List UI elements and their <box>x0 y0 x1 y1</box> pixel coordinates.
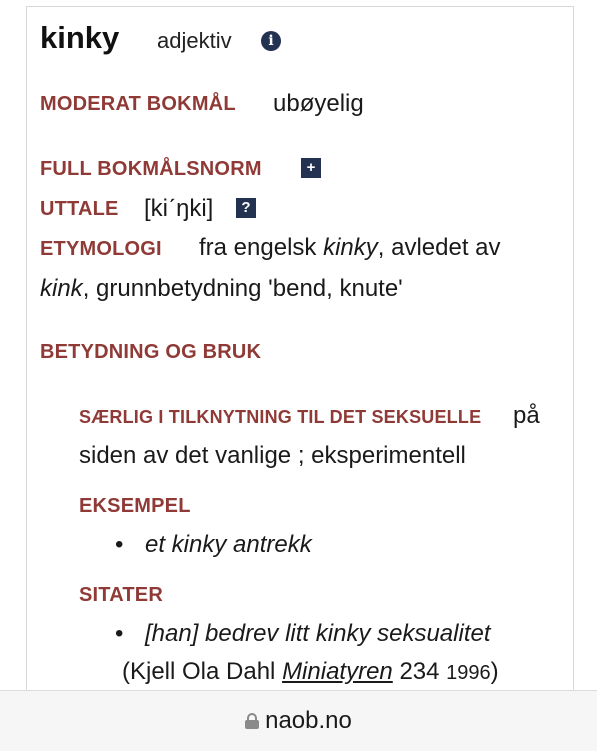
eksempel-bullet: • <box>115 531 124 558</box>
uttale-value: [kiˊŋki] <box>144 195 214 222</box>
sitat-source: (Kjell Ola Dahl Miniatyren 234 1996) <box>122 658 499 685</box>
definition-line2: siden av det vanlige ; eksperimentell <box>79 442 466 469</box>
expand-icon[interactable]: + <box>301 158 321 178</box>
info-icon[interactable]: i <box>261 31 281 51</box>
etymologi-term-kinky: kinky <box>323 234 378 261</box>
part-of-speech: adjektiv <box>157 28 232 53</box>
eksempel-label: EKSEMPEL <box>79 495 191 517</box>
definition-part1: på <box>513 402 540 429</box>
full-bokmalsnorm-label[interactable]: FULL BOKMÅLSNORM <box>40 158 262 180</box>
etymologi-line2: kink, grunnbetydning 'bend, knute' <box>40 275 403 302</box>
etymologi-line1: fra engelsk kinky, avledet av <box>199 234 501 261</box>
moderat-bokmal-value: ubøyelig <box>273 90 364 117</box>
eksempel-text: et kinky antrekk <box>145 531 312 558</box>
address-bar[interactable] <box>0 690 597 751</box>
etymologi-term-kink: kink <box>40 275 83 302</box>
sitat-text: [han] bedrev litt kinky seksualitet <box>145 620 491 647</box>
moderat-bokmal-label: MODERAT BOKMÅL <box>40 93 236 115</box>
headword: kinky <box>40 20 120 55</box>
help-icon[interactable]: ? <box>236 198 256 218</box>
context-label: SÆRLIG I TILKNYTNING TIL DET SEKSUELLE <box>79 407 482 427</box>
url-text: naob.no <box>265 707 352 734</box>
sitat-bullet: • <box>115 620 124 647</box>
sitat-work-link[interactable]: Miniatyren <box>282 658 393 685</box>
betydning-label: BETYDNING OG BRUK <box>40 341 262 363</box>
sitater-label: SITATER <box>79 584 163 606</box>
etymologi-label: ETYMOLOGI <box>40 238 162 260</box>
lock-icon <box>245 713 259 729</box>
uttale-label: UTTALE <box>40 198 119 220</box>
